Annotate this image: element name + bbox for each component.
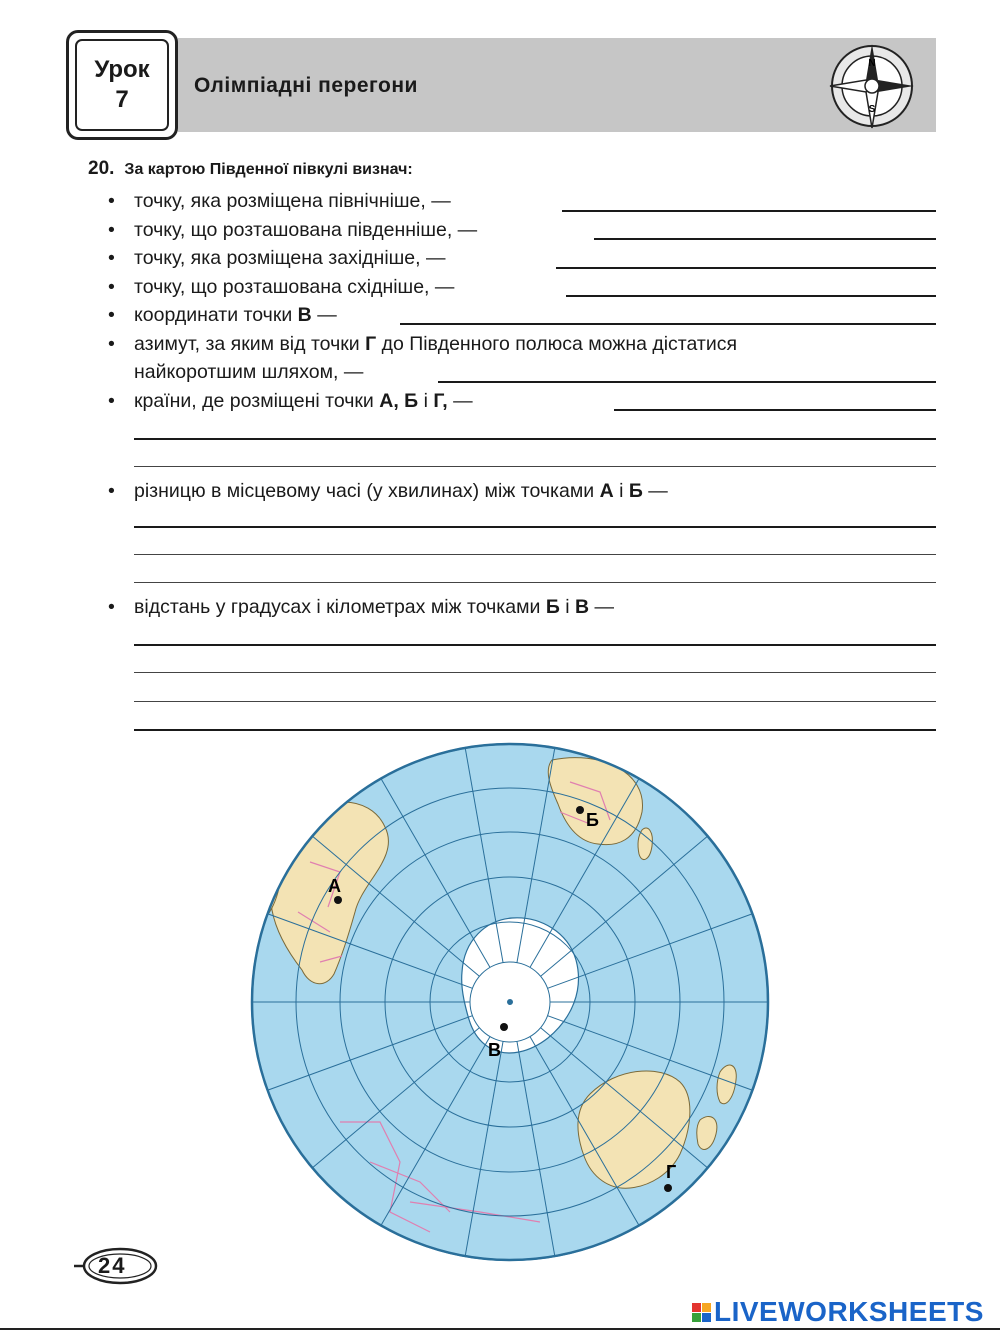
compass-s: S bbox=[868, 104, 876, 115]
point-label: В bbox=[297, 304, 312, 326]
brand-logo-icon bbox=[692, 1303, 711, 1322]
answer-line[interactable] bbox=[594, 238, 936, 240]
task-item-text: до Південного полюса можна дістатися bbox=[381, 333, 738, 355]
task-item-4: • точку, що розташована східніше, — bbox=[108, 276, 455, 298]
point-a-label: А bbox=[328, 876, 341, 896]
answer-line[interactable] bbox=[438, 381, 936, 383]
brand-text: LIVEWORKSHEETS bbox=[714, 1296, 984, 1327]
point-label: А, Б bbox=[379, 390, 419, 412]
task-intro: За картою Південної півкулі визнач: bbox=[124, 161, 413, 178]
task-item-9: • відстань у градусах і кілометрах між точками Б і В — bbox=[108, 596, 615, 618]
task-item-text: відстань у градусах і кілометрах між точками bbox=[134, 596, 541, 618]
dash: — bbox=[648, 480, 668, 502]
answer-line[interactable] bbox=[562, 210, 936, 212]
lesson-badge bbox=[66, 30, 178, 140]
answer-line[interactable] bbox=[134, 582, 936, 583]
task-item-text: різницю в місцевому часі (у хвилинах) між точками bbox=[134, 480, 595, 502]
point-label: Б bbox=[628, 480, 643, 502]
conjunction: і bbox=[619, 480, 624, 502]
south-pole-marker bbox=[507, 999, 513, 1005]
task-item-6: • азимут, за яким від точки Г до Південного полюса можна дістатися bbox=[108, 333, 738, 355]
lesson-word: Урок bbox=[94, 56, 150, 83]
answer-line[interactable] bbox=[134, 644, 936, 646]
lesson-number: 7 bbox=[115, 86, 129, 113]
task-number: 20. bbox=[88, 158, 115, 179]
page-title: Олімпіадні перегони bbox=[194, 74, 418, 97]
answer-line[interactable] bbox=[134, 672, 936, 673]
point-label: А bbox=[599, 480, 614, 502]
point-label: Г bbox=[365, 333, 377, 355]
point-b-label: Б bbox=[586, 810, 599, 830]
answer-line[interactable] bbox=[614, 409, 936, 411]
task-item-1: • точку, яка розміщена північніше, — bbox=[108, 190, 451, 212]
task-item-text: точку, яка розміщена західніше, — bbox=[134, 247, 446, 269]
answer-line[interactable] bbox=[566, 295, 936, 297]
task-heading bbox=[88, 158, 413, 180]
dash: — bbox=[317, 304, 337, 326]
task-item-text: азимут, за яким від точки bbox=[134, 333, 360, 355]
answer-line[interactable] bbox=[134, 466, 936, 467]
task-item-2: • точку, що розташована південніше, — bbox=[108, 219, 478, 241]
task-item-text: країни, де розміщені точки bbox=[134, 390, 374, 412]
compass-n: N bbox=[868, 58, 876, 69]
point-g-label: Г bbox=[666, 1162, 677, 1182]
liveworksheets-brand[interactable] bbox=[692, 1296, 984, 1328]
answer-line[interactable] bbox=[400, 323, 936, 325]
task-item-text: точку, яка розміщена північніше, — bbox=[134, 190, 451, 212]
point-label: Г, bbox=[433, 390, 448, 412]
task-item-6-cont bbox=[134, 361, 363, 384]
conjunction: і bbox=[565, 596, 570, 618]
page-bottom-border bbox=[0, 1328, 1000, 1330]
dash: — bbox=[453, 390, 473, 412]
task-item-text: координати точки bbox=[134, 304, 293, 326]
southern-hemisphere-map bbox=[250, 742, 770, 1262]
answer-line[interactable] bbox=[134, 526, 936, 528]
dash: — bbox=[594, 596, 615, 618]
answer-line[interactable] bbox=[134, 554, 936, 555]
answer-line[interactable] bbox=[556, 267, 936, 269]
answer-line[interactable] bbox=[134, 438, 936, 440]
point-v-label: В bbox=[488, 1040, 501, 1060]
task-item-7: • країни, де розміщені точки А, Б і Г, — bbox=[108, 390, 473, 412]
compass-icon bbox=[826, 40, 918, 132]
answer-line[interactable] bbox=[134, 729, 936, 731]
task-item-8: • різницю в місцевому часі (у хвилинах) між точками А і Б — bbox=[108, 480, 668, 502]
task-item-text: найкоротшим шляхом, — bbox=[134, 361, 364, 383]
point-label: В bbox=[575, 596, 590, 618]
point-label: Б bbox=[545, 596, 560, 618]
answer-line[interactable] bbox=[134, 701, 936, 702]
task-item-text: точку, що розташована східніше, — bbox=[134, 276, 455, 298]
task-item-3: • точку, яка розміщена західніше, — bbox=[108, 247, 446, 269]
task-item-text: точку, що розташована південніше, — bbox=[134, 219, 478, 241]
page-number: 24 bbox=[98, 1253, 127, 1278]
task-item-5: • координати точки В — bbox=[108, 304, 337, 326]
conjunction: і bbox=[423, 390, 428, 412]
